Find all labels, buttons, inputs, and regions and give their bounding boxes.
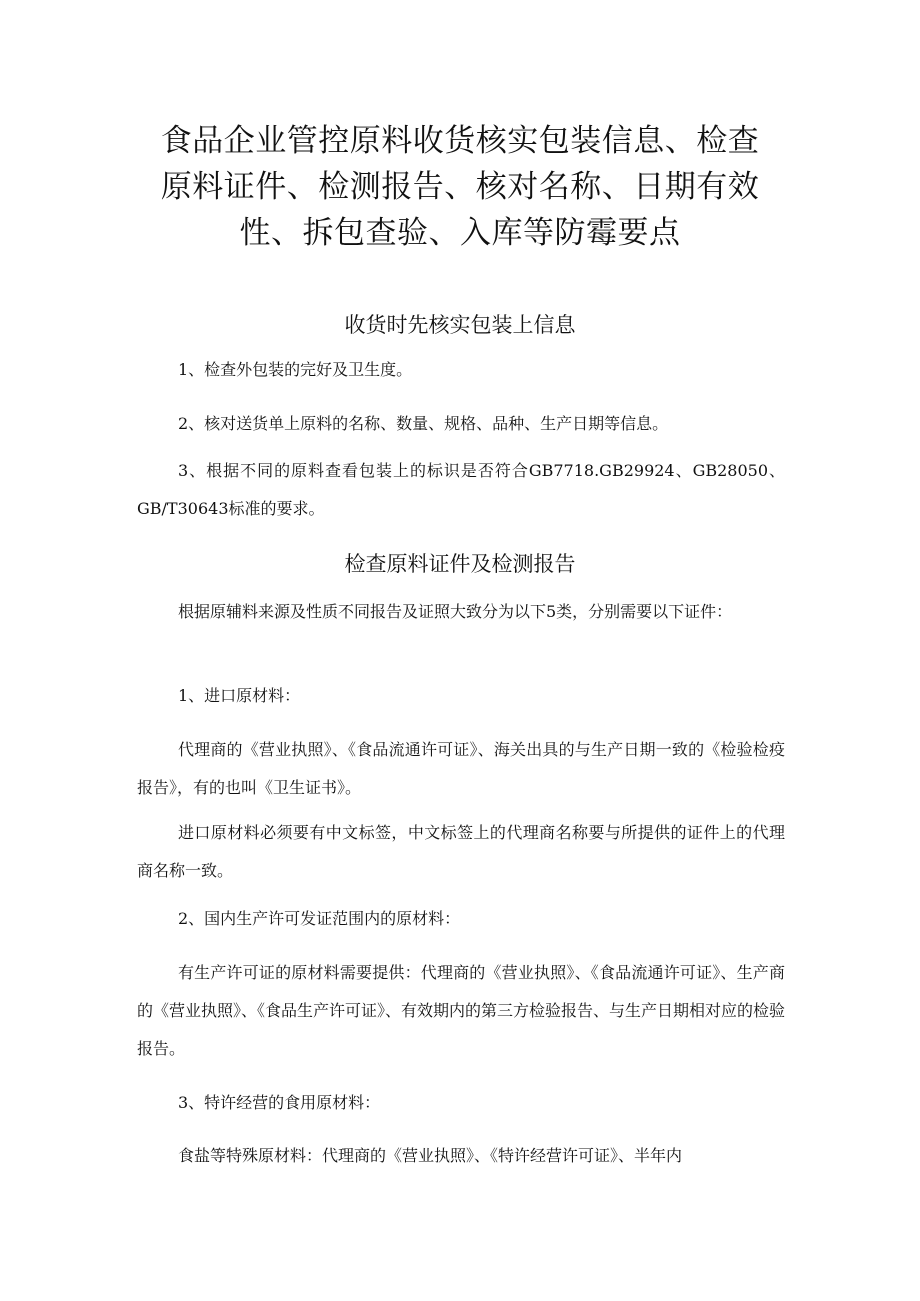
section-heading-check-certificates: 检查原料证件及检测报告 [344,552,576,576]
paragraph: 代理商的《营业执照》、《食品流通许可证》、海关出具的与生产日期一致的《检验检疫报告》，有的也叫《卫生证书》。 [137,740,785,797]
item-title-imported: 1、进口原材料： [178,686,301,705]
intro-paragraph: 根据原辅料来源及性质不同报告及证照大致分为以下5类，分别需要以下证件： [178,602,733,621]
document-title: 食品企业管控原料收货核实包装信息、检查原料证件、检测报告、核对名称、日期有效性、拆包查验、入库等防霉要点 [160,123,760,251]
paragraph: 食盐等特殊原材料：代理商的《营业执照》、《特许经营许可证》、半年内 [178,1146,683,1165]
list-item: 1、检查外包装的完好及卫生度。 [178,360,413,379]
section-heading-check-packaging: 收货时先核实包装上信息 [344,313,576,337]
paragraph: 有生产许可证的原材料需要提供：代理商的《营业执照》、《食品流通许可证》、生产商的《营业执照》、《食品生产许可证》、有效期内的第三方检验报告、与生产日期相对应的检验报告。 [137,963,786,1058]
paragraph: 进口原材料必须要有中文标签，中文标签上的代理商名称要与所提供的证件上的代理商名称一致。 [137,823,785,880]
item-title-domestic: 2、国内生产许可发证范围内的原材料： [178,909,461,928]
list-item: 3、根据不同的原料查看包装上的标识是否符合GB7718.GB29924、GB28050、GB/T30643标准的要求。 [137,461,785,518]
list-item: 2、核对送货单上原料的名称、数量、规格、品种、生产日期等信息。 [178,414,669,433]
item-title-franchise: 3、特许经营的食用原材料： [178,1093,381,1112]
